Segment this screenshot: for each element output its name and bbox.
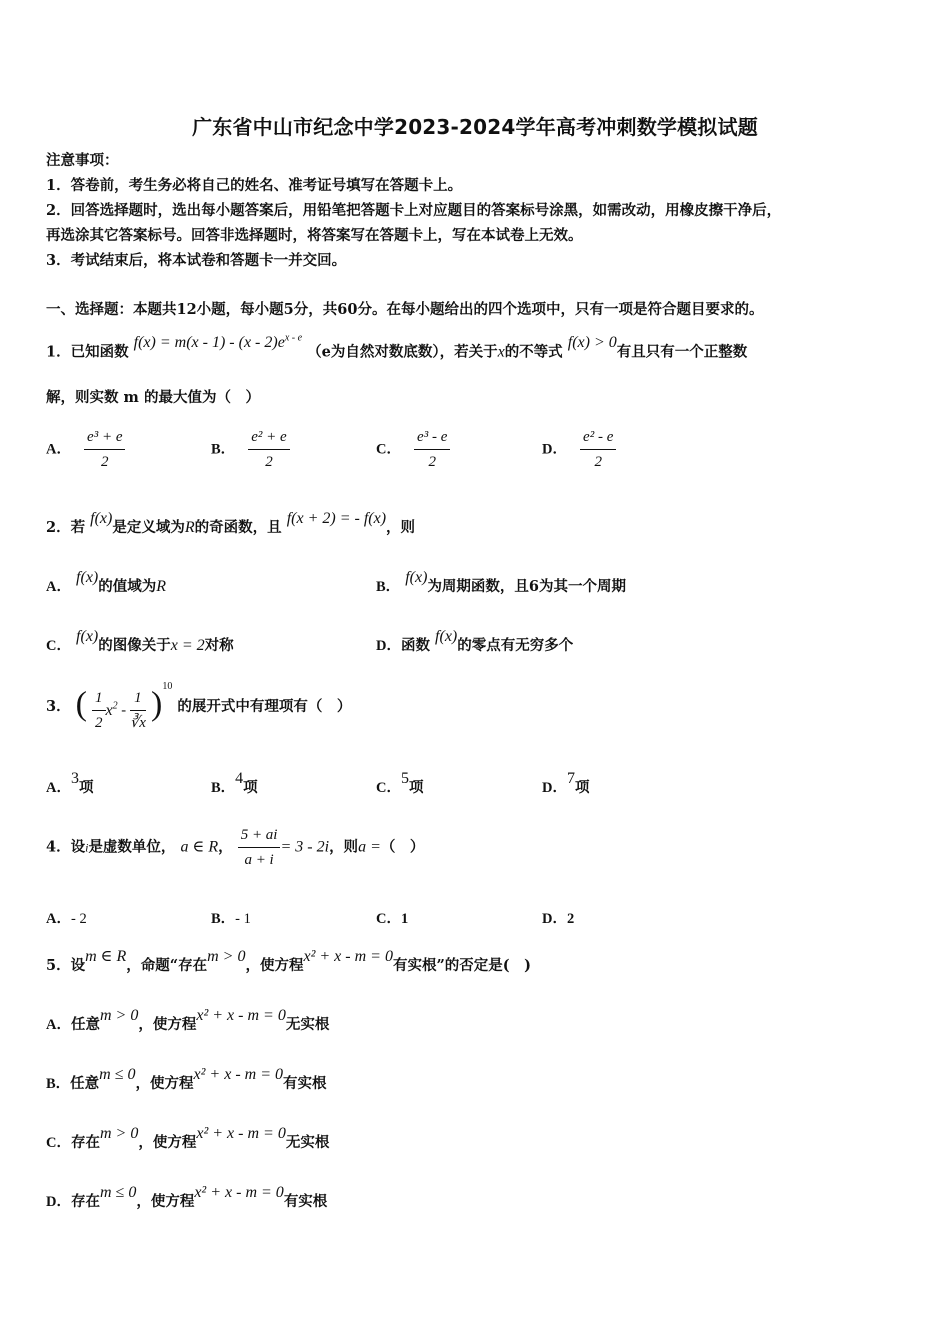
q1-option-b: B． $\frac{\text{e² + e}}{2}$: [211, 427, 290, 472]
q1-option-a: A． $\frac{\text{e³ + e}}{2}$: [46, 427, 125, 472]
note-item-1: 1．答卷前，考生务必将自己的姓名、准考证号填写在答题卡上。: [46, 177, 463, 194]
q4-option-c: C．1: [376, 911, 409, 927]
q1-option-c: C． $\frac{\text{e³ - e}}{2}$: [376, 427, 450, 472]
q1-tail: 有且只有一个正整数: [616, 343, 748, 361]
question-1: [46, 333, 748, 362]
q3-option-b: B．4项: [211, 770, 258, 796]
question-4: 4．设i是虚数单位， a ∈ R， $\frac{5 + ai}{a + i}$ = 3 - 2i，则a =（ ）: [46, 827, 425, 868]
q1-option-d: D． $\frac{\text{e² - e}}{2}$: [542, 427, 616, 472]
note-item-2-cont: 再选涂其它答案标号。回答非选择题时，将答案写在答题卡上，写在本试卷上无效。: [46, 227, 583, 244]
q1-var: x: [497, 343, 505, 361]
section-heading: 一、选择题：本题共12小题，每小题5分，共60分。在每小题给出的四个选项中，只有一项是符合题目要求的。: [46, 301, 764, 318]
q2-option-d: D．函数 f(x)的零点有无穷多个: [376, 628, 574, 654]
q5-option-d: D．存在m ≤ 0，使方程x² + x - m = 0有实根: [46, 1184, 328, 1210]
q1-line2: 解，则实数 m 的最大值为（ ）: [46, 389, 260, 406]
page-title: 广东省中山市纪念中学2023-2024学年高考冲刺数学模拟试题: [192, 115, 758, 139]
q5-option-b: B．任意m ≤ 0，使方程x² + x - m = 0有实根: [46, 1066, 327, 1092]
q3-option-c: C．5项: [376, 770, 424, 796]
q4-option-d: D．2: [542, 911, 575, 927]
q2-option-c: C． f(x)的图像关于x = 2对称: [46, 628, 234, 654]
q1-number: 1．已知函数: [46, 343, 129, 361]
question-5: 5．设m ∈ R，命题“存在m > 0，使方程x² + x - m = 0有实根”的否定是( ): [46, 948, 532, 974]
question-2: 2．若 f(x)是定义域为R的奇函数，且 f(x + 2) = - f(x)，则: [46, 510, 416, 536]
q4-option-b: B．- 1: [211, 911, 251, 927]
q2-option-a: A． f(x)的值域为R: [46, 569, 167, 595]
q1-ineq-text: 的不等式: [504, 343, 563, 361]
notes-heading: 注意事项：: [46, 152, 119, 169]
q3-option-a: A．3项: [46, 770, 94, 796]
question-3: 3． ( $\frac{1}{2}$ $x^2$ - $\frac{1}{∛x}$ )$^{10}$ 的展开式中有理项有（ ）: [46, 680, 352, 731]
q1-function: $f(x) = m(x - 1) - (x - 2)e^{x - e}$: [133, 333, 303, 352]
q1-note: （e为自然对数底数），若关于: [307, 343, 498, 361]
q5-option-c: C．存在m > 0，使方程x² + x - m = 0无实根: [46, 1125, 330, 1151]
note-item-2: 2．回答选择题时，选出每小题答案后，用铅笔把答题卡上对应题目的答案标号涂黑，如需改动，用橡皮擦干净后，: [46, 202, 782, 219]
q1-inequality: f(x) > 0: [567, 334, 617, 352]
note-item-3: 3．考试结束后，将本试卷和答题卡一并交回。: [46, 252, 347, 269]
q4-option-a: A．- 2: [46, 911, 87, 927]
q5-option-a: A．任意m > 0，使方程x² + x - m = 0无实根: [46, 1007, 330, 1033]
q3-option-d: D．7项: [542, 770, 590, 796]
q2-option-b: B． f(x)为周期函数，且6为其一个周期: [376, 569, 627, 595]
